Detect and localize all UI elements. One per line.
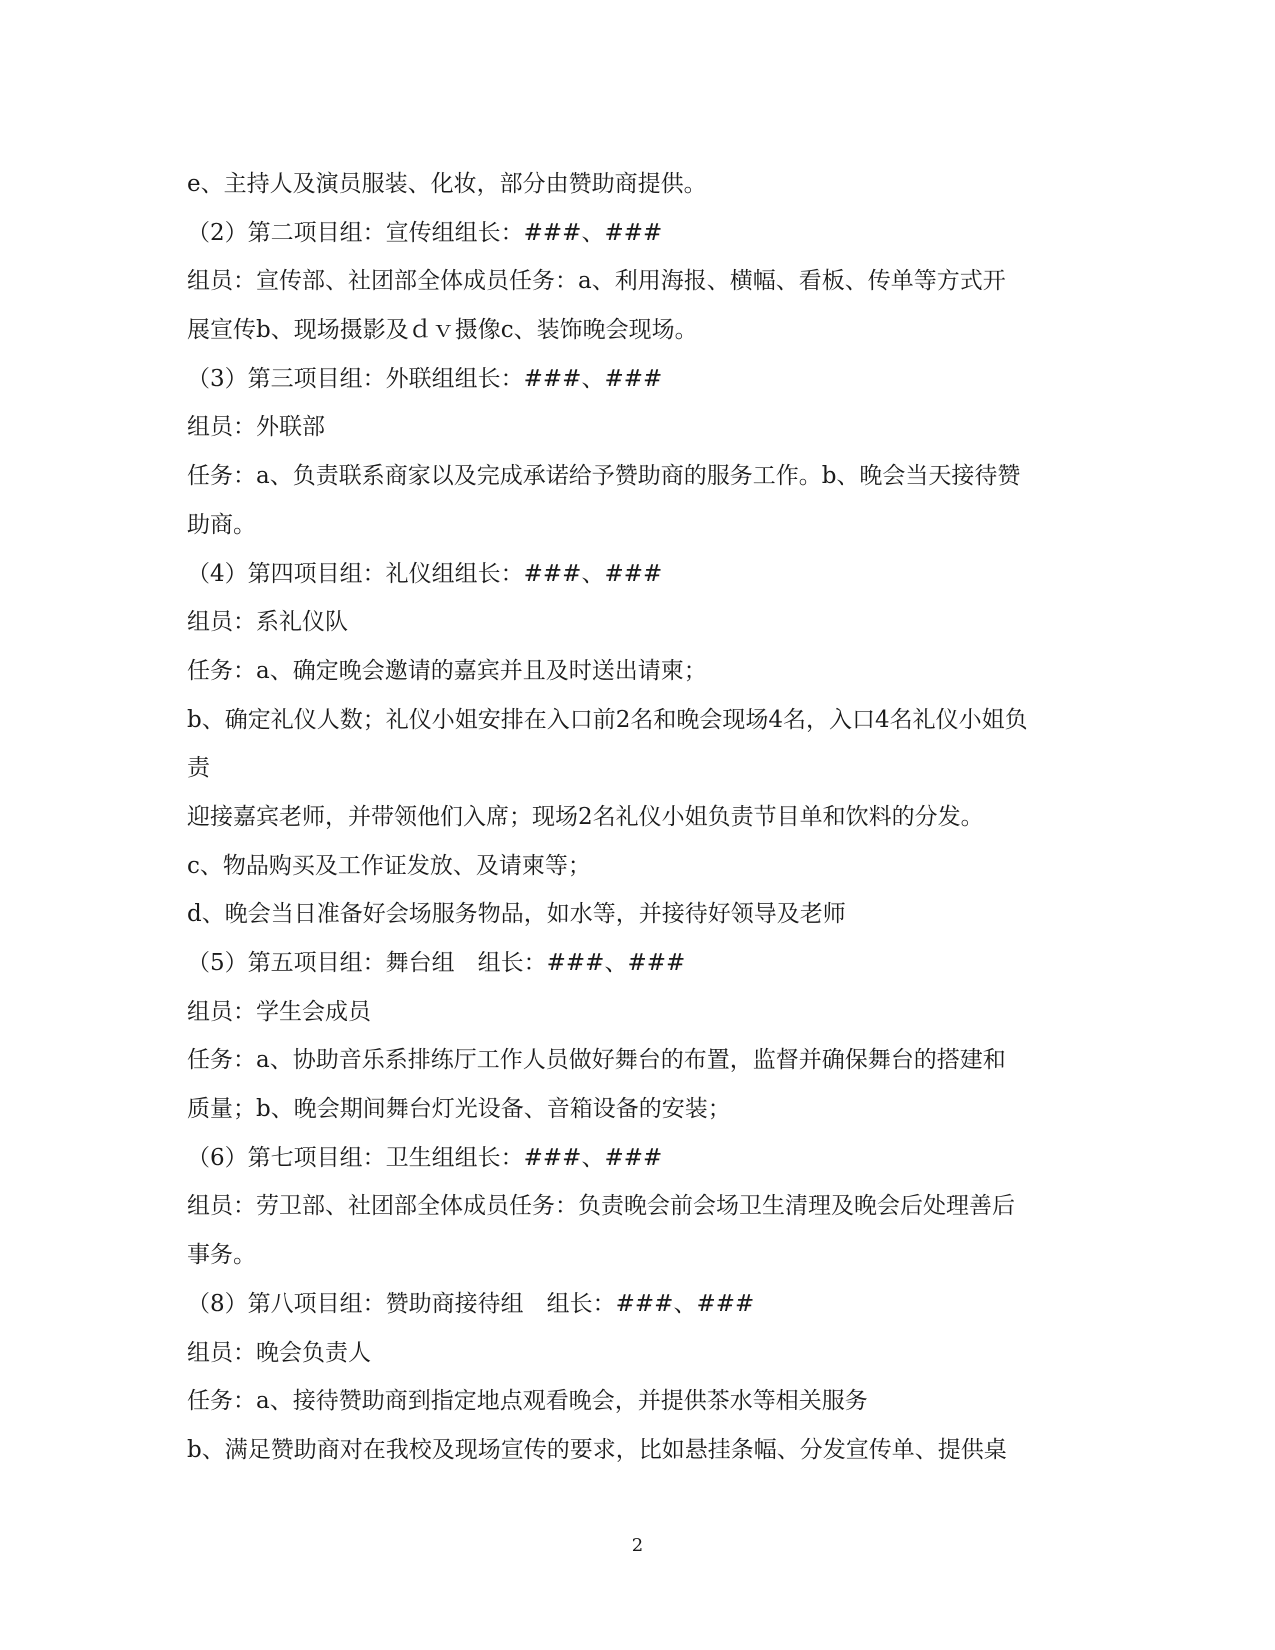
text-line: e、主持人及演员服装、化妆，部分由赞助商提供。 <box>187 171 707 197</box>
page-number: 2 <box>631 1535 644 1556</box>
text-line: 责 <box>187 755 210 782</box>
text-line: 组员：晚会负责人 <box>187 1339 371 1366</box>
section-heading: （4）第四项目组：礼仪组组长：###、### <box>187 560 663 587</box>
text-line: d、晚会当日准备好会场服务物品，如水等，并接待好领导及老师 <box>187 901 846 928</box>
text-line: 质量；b、晚会期间舞台灯光设备、音箱设备的安装； <box>187 1096 731 1123</box>
text-line: b、确定礼仪人数；礼仪小姐安排在入口前2名和晚会现场4名，入口4名礼仪小姐负 <box>187 706 1028 733</box>
text-line: 任务：a、确定晚会邀请的嘉宾并且及时送出请柬； <box>187 657 707 684</box>
text-line: 展宣传b、现场摄影及ｄｖ摄像c、装饰晚会现场。 <box>187 317 698 344</box>
text-line: 任务：a、接待赞助商到指定地点观看晚会，并提供茶水等相关服务 <box>187 1388 868 1415</box>
text-line: 组员：学生会成员 <box>187 998 371 1025</box>
text-line: 任务：a、负责联系商家以及完成承诺给予赞助商的服务工作。b、晚会当天接待赞 <box>187 463 1021 490</box>
text-line: 组员：系礼仪队 <box>187 609 348 636</box>
text-line: 组员：劳卫部、社团部全体成员任务：负责晚会前会场卫生清理及晚会后处理善后 <box>187 1193 1015 1220</box>
section-heading: （5）第五项目组：舞台组 组长：###、### <box>187 950 686 976</box>
text-line: 组员：宣传部、社团部全体成员任务：a、利用海报、横幅、看板、传单等方式开 <box>187 268 1006 295</box>
text-line: 组员：外联部 <box>187 414 325 441</box>
section-heading: （8）第八项目组：赞助商接待组 组长：###、### <box>187 1290 755 1317</box>
section-heading: （3）第三项目组：外联组组长：###、### <box>187 365 663 392</box>
text-line: c、物品购买及工作证发放、及请柬等； <box>187 852 591 879</box>
text-line: 任务：a、协助音乐系排练厅工作人员做好舞台的布置，监督并确保舞台的搭建和 <box>187 1047 1006 1074</box>
section-heading: （2）第二项目组：宣传组组长：###、### <box>187 219 663 246</box>
section-heading: （6）第七项目组：卫生组组长：###、### <box>187 1144 663 1171</box>
document-body <box>187 160 1087 1475</box>
text-line: b、满足赞助商对在我校及现场宣传的要求，比如悬挂条幅、分发宣传单、提供桌 <box>187 1436 1007 1463</box>
text-line: 助商。 <box>187 511 256 538</box>
text-line: 事务。 <box>187 1242 256 1269</box>
text-line: 迎接嘉宾老师，并带领他们入席；现场2名礼仪小姐负责节目单和饮料的分发。 <box>187 803 984 830</box>
